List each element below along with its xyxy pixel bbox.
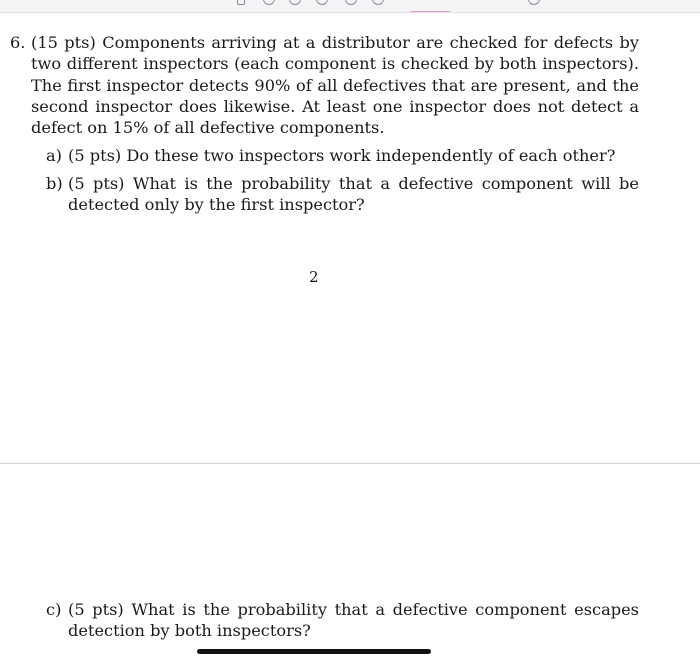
part-c-label: c) [46, 600, 62, 619]
part-c-text: (5 pts) What is the probability that a defective component escapes detection by both inspectors? [68, 600, 639, 641]
home-indicator[interactable] [197, 649, 431, 654]
marker-icon[interactable] [263, 0, 275, 5]
question-text: Components arriving at a distributor are checked for defects by two different inspectors (each component is checked by both inspectors). The first inspector detects 90% of all defectives that are present, and the second inspector does likewise. At least one inspector does not detect a defect on 15% of all defective components. [31, 33, 639, 138]
part-b-label: b) [46, 174, 63, 193]
shapes-icon[interactable] [372, 0, 384, 5]
part-a-label: a) [46, 146, 62, 165]
question-number: 6. [10, 33, 26, 52]
lasso-icon[interactable] [345, 0, 357, 5]
pen-icon[interactable] [237, 0, 245, 5]
page-divider [0, 463, 700, 464]
part-b-text: (5 pts) What is the probability that a defective component will be detected only by the first inspector? [68, 174, 639, 215]
highlighter-icon[interactable] [289, 0, 301, 5]
eraser-icon[interactable] [316, 0, 328, 5]
page-number: 2 [309, 268, 319, 286]
pointer-icon[interactable] [528, 0, 540, 5]
part-a-text: (5 pts) Do these two inspectors work independently of each other? [68, 146, 616, 165]
question-body [31, 32, 639, 138]
question-points: (15 pts) [31, 33, 96, 52]
